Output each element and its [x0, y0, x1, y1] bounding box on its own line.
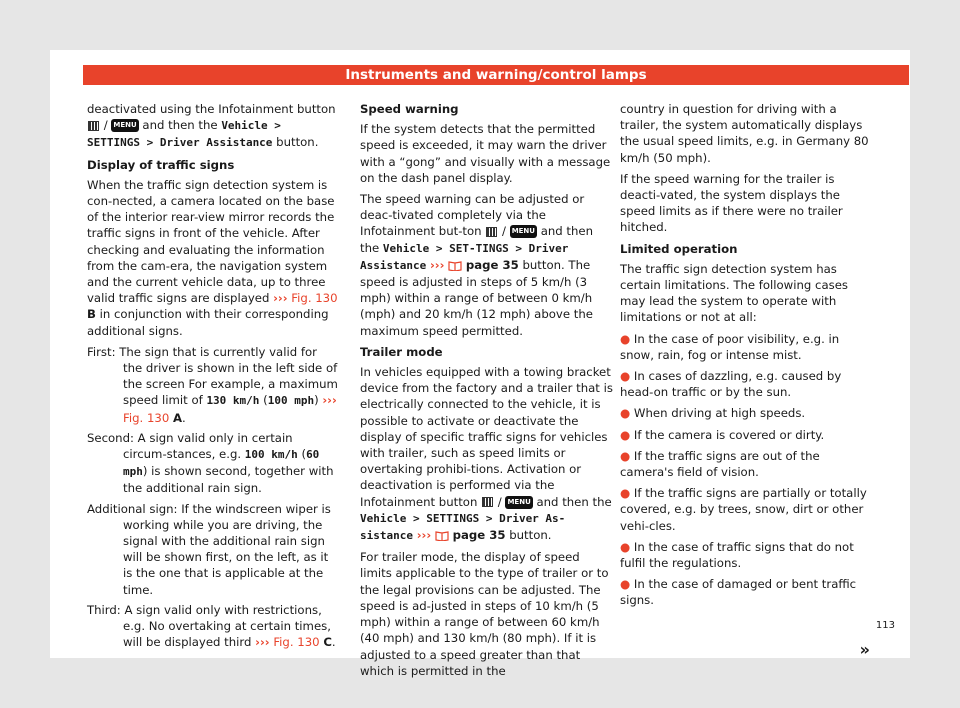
definition-third: Third: A sign valid only with restrictions, e.g. No overtaking at certain times, will be displayed third ››› Fig. 130 C. — [87, 602, 336, 650]
bullet-icon: ● — [620, 577, 631, 592]
bullet-icon: ● — [620, 486, 631, 501]
trailer-paragraph-3: country in question for driving with a trailer, the system automatically displays the usual speed limits, e.g. in Germany 80 km/h (50 mph). — [620, 102, 869, 165]
bullet-icon: ● — [620, 331, 631, 346]
list-item: ● If the traffic signs are out of the camera's field of vision. — [620, 448, 820, 480]
trailer-paragraph-2: For trailer mode, the display of speed limits applicable to the type of trailer or to the legal provisions can be adjusted. The speed is ad-justed in steps of 10 km/h (5 mph) within a range of between 60 km/h (40 mph) and 130 km/h (80 mph). If it is adjusted to a speed greater than that which is permitted in the — [360, 550, 609, 678]
figure-link[interactable]: Fig. 130 — [291, 291, 338, 306]
page-number: 113 — [875, 620, 895, 631]
list-item: ● In cases of dazzling, e.g. caused by head-on traffic or by the sun. — [620, 369, 842, 400]
column-2 — [360, 101, 614, 684]
trailer-heading: Trailer mode — [360, 344, 443, 359]
limited-heading: Limited operation — [620, 241, 738, 256]
speed-heading: Speed warning — [360, 102, 459, 116]
trailer-paragraph-4: If the speed warning for the trailer is deacti-vated, the system displays the speed limits as if there were no trailer hitched. — [620, 171, 843, 235]
manual-page — [50, 50, 910, 678]
definition-second: Second: A sign valid only in certain circum-stances, e.g. 100 km/h (60 mph) is shown second, together with the additional rain sign. — [87, 430, 334, 496]
display-heading: Display of traffic signs — [87, 157, 235, 172]
speed-paragraph-1: If the system detects that the permitted speed is exceeded, it may warn the driver with a “gong” and visually with a message on the dash panel display. — [360, 122, 611, 185]
keypad-icon — [486, 227, 497, 237]
book-icon — [435, 530, 449, 541]
speed-paragraph-2: The speed warning can be adjusted or deac-tivated completely via the Infotainment but-ton / MENU and then the Vehicle > SET-TINGS > Driver Assistance ››› page 35 button. The speed is adjusted in steps of 5 km/h (3 mph) within a range of between 0 km/h (mph) and 20 km/h (12 mph) above the maximum speed permitted. — [360, 192, 593, 338]
bullet-icon: ● — [620, 406, 631, 421]
keypad-icon — [88, 121, 99, 131]
display-paragraph: When the traffic sign detection system is con-nected, a camera located on the base of the interior rear-view mirror records the traffic signs in front of the vehicle. After checking and evaluating the information from the cam-era, the navigation system and the current vehicle data, up to three valid traffic signs are displayed ››› Fig. 130 B in conjunction with their corresponding additional signs. — [87, 177, 338, 338]
page-link[interactable]: page 35 — [452, 528, 506, 543]
keypad-icon — [482, 497, 493, 507]
bullet-icon: ● — [620, 427, 631, 442]
intro-paragraph: deactivated using the Infotainment button / MENU and then the Vehicle > SETTINGS > Driver Assistance button. — [87, 102, 336, 150]
limited-paragraph: The traffic sign detection system has certain limitations. The following cases may lead the system to operate with limitations or not at all: — [620, 261, 848, 325]
figure-link[interactable]: Fig. 130 — [273, 635, 320, 650]
column-1 — [87, 101, 339, 655]
bullet-icon: ● — [620, 448, 631, 463]
list-item: ● If the camera is covered or dirty. — [620, 427, 825, 442]
book-icon — [448, 260, 462, 271]
figure-link[interactable]: Fig. 130 — [123, 410, 170, 425]
continue-arrow: » — [859, 640, 870, 659]
list-item: ● In the case of damaged or bent traffic signs. — [620, 577, 857, 608]
settings-path: Vehicle > SETTINGS > Driver As-sistance — [360, 511, 566, 543]
settings-path: Vehicle > SETTINGS > Driver Assistance — [87, 119, 281, 150]
list-item: ● When driving at high speeds. — [620, 406, 806, 421]
page-link[interactable]: page 35 — [465, 257, 519, 272]
definition-additional: Additional sign: If the windscreen wiper is working while you are driving, the signal with the additional rain sign will be shown first, on the left, as it is the one that is applicable at the time. — [87, 501, 331, 597]
trailer-paragraph-1: In vehicles equipped with a towing bracket device from the factory and a trailer that is electrically connected to the vehicle, it is possible to activate or deactivate the display of specific traffic signs for vehicles with trailer, such as speed limits or overtaking prohibi-tions. Activation or deactivation is performed via the Infotainment button / MENU and then the Vehicle > SETTINGS > Driver As-sistance ››› page 35 button. — [360, 365, 613, 543]
column-3 — [620, 101, 874, 614]
menu-button-icon: MENU — [111, 119, 138, 132]
section-header: Instruments and warning/control lamps — [83, 65, 909, 85]
list-item: ● In the case of traffic signs that do not fulfil the regulations. — [620, 539, 854, 571]
list-item: ● In the case of poor visibility, e.g. in snow, rain, fog or intense mist. — [620, 331, 840, 362]
menu-button-icon: MENU — [510, 225, 537, 238]
menu-button-icon: MENU — [505, 496, 532, 509]
bullet-icon: ● — [620, 539, 631, 554]
bullet-icon: ● — [620, 369, 631, 384]
list-item: ● If the traffic signs are partially or totally covered, e.g. by trees, snow, dirt or other vehi-cles. — [620, 486, 867, 533]
definition-first: First: The sign that is currently valid for the driver is shown in the left side of the screen For example, a maximum speed limit of 130 km/h (100 mph) ››› Fig. 130 A. — [87, 344, 338, 425]
settings-path: Vehicle > SET-TINGS > Driver Assistance — [360, 241, 569, 272]
